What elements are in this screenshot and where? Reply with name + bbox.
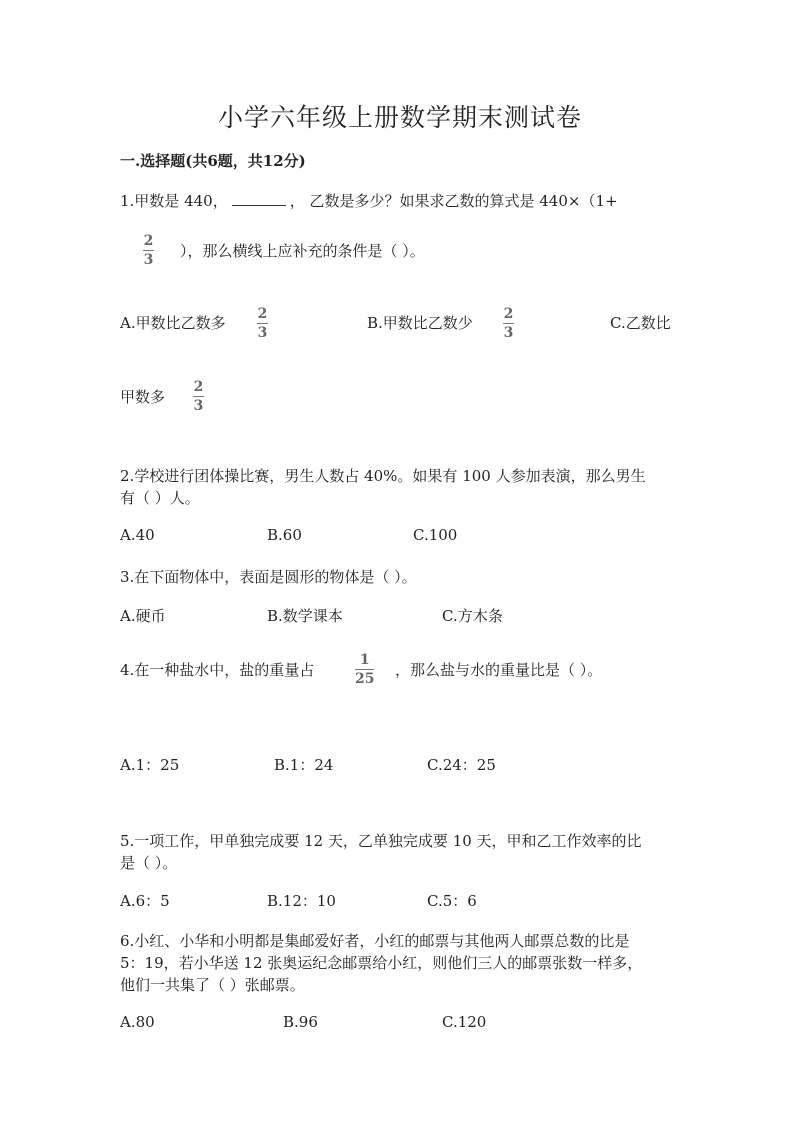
question-6-option-c: C.120: [442, 1013, 487, 1031]
question-6-option-a: A.80: [120, 1013, 155, 1031]
question-4-line-1a: 4.在一种盐水中，盐的重量占: [120, 661, 315, 679]
section-heading: 一.选择题(共6题，共12分): [120, 152, 306, 170]
question-1-blank: [232, 191, 286, 206]
question-2-line-1: 2.学校进行团体操比赛，男生人数占 40%。如果有 100 人参加表演，那么男生: [120, 467, 646, 485]
question-1-line-2: ），那么横线上应补充的条件是（ ）。: [180, 242, 425, 260]
question-6-line-2: 5：19，若小华送 12 张奥运纪念邮票给小红，则他们三人的邮票张数一样多，: [120, 954, 643, 972]
fraction-denominator: 3: [143, 252, 154, 268]
question-4-line-1b: ，那么盐与水的重量比是（ ）。: [395, 661, 603, 679]
fraction-denominator: 3: [257, 325, 268, 341]
fraction-bar: [355, 669, 374, 670]
fraction-numerator: 2: [503, 306, 514, 322]
fraction-numerator: 1: [359, 652, 370, 668]
question-3-option-b: B.数学课本: [267, 607, 343, 625]
fraction-denominator: 25: [355, 671, 375, 687]
fraction-numerator: 2: [193, 379, 204, 395]
fraction-numerator: 2: [257, 306, 268, 322]
question-1-text-a: 1.甲数是 440，: [120, 192, 228, 210]
fraction-bar: [503, 323, 514, 324]
question-1-option-b: B.甲数比乙数少: [367, 314, 473, 332]
page-title: 小学六年级上册数学期末测试卷: [217, 103, 582, 132]
question-2-option-c: C.100: [413, 526, 458, 544]
question-1-line-1: [120, 190, 618, 211]
question-5-option-b: B.12：10: [267, 892, 336, 910]
question-5-line-2: 是（ ）。: [120, 854, 178, 872]
question-1-fraction: [143, 233, 154, 268]
fraction-numerator: 2: [143, 233, 154, 249]
fraction-denominator: 3: [503, 325, 514, 341]
question-6-line-1: 6.小红、小华和小明都是集邮爱好者，小红的邮票与其他两人邮票总数的比是: [120, 932, 630, 950]
question-4-option-b: B.1：24: [274, 756, 334, 774]
question-5-option-a: A.6：5: [120, 892, 170, 910]
question-3-line-1: 3.在下面物体中，表面是圆形的物体是（ ）。: [120, 568, 417, 586]
question-6-line-3: 他们一共集了（ ）张邮票。: [120, 976, 305, 994]
question-3-option-a: A.硬币: [120, 607, 166, 625]
fraction-denominator: 3: [193, 398, 204, 414]
question-2-option-a: A.40: [120, 526, 155, 544]
question-5-option-c: C.5：6: [427, 892, 477, 910]
question-1-option-a: A.甲数比乙数多: [120, 314, 226, 332]
question-2-line-2: 有（ ）人。: [120, 489, 200, 507]
question-2-option-b: B.60: [267, 526, 302, 544]
fraction-bar: [257, 323, 268, 324]
question-1-option-c: C.乙数比: [610, 314, 671, 332]
question-1-option-c-fraction: [193, 379, 204, 414]
question-1-text-b: ， 乙数是多少？如果求乙数的算式是 440×（1+: [289, 192, 618, 210]
question-1-option-c-continued: 甲数多: [120, 388, 166, 406]
question-5-line-1: 5.一项工作，甲单独完成要 12 天，乙单独完成要 10 天，甲和乙工作效率的比: [120, 832, 642, 850]
fraction-bar: [143, 250, 154, 251]
question-6-option-b: B.96: [283, 1013, 318, 1031]
question-1-option-b-fraction: [503, 306, 514, 341]
question-4-option-a: A.1：25: [120, 756, 180, 774]
question-3-option-c: C.方木条: [442, 607, 503, 625]
fraction-bar: [193, 396, 204, 397]
question-4-fraction: [355, 652, 374, 687]
question-4-option-c: C.24：25: [427, 756, 496, 774]
question-1-option-a-fraction: [257, 306, 268, 341]
